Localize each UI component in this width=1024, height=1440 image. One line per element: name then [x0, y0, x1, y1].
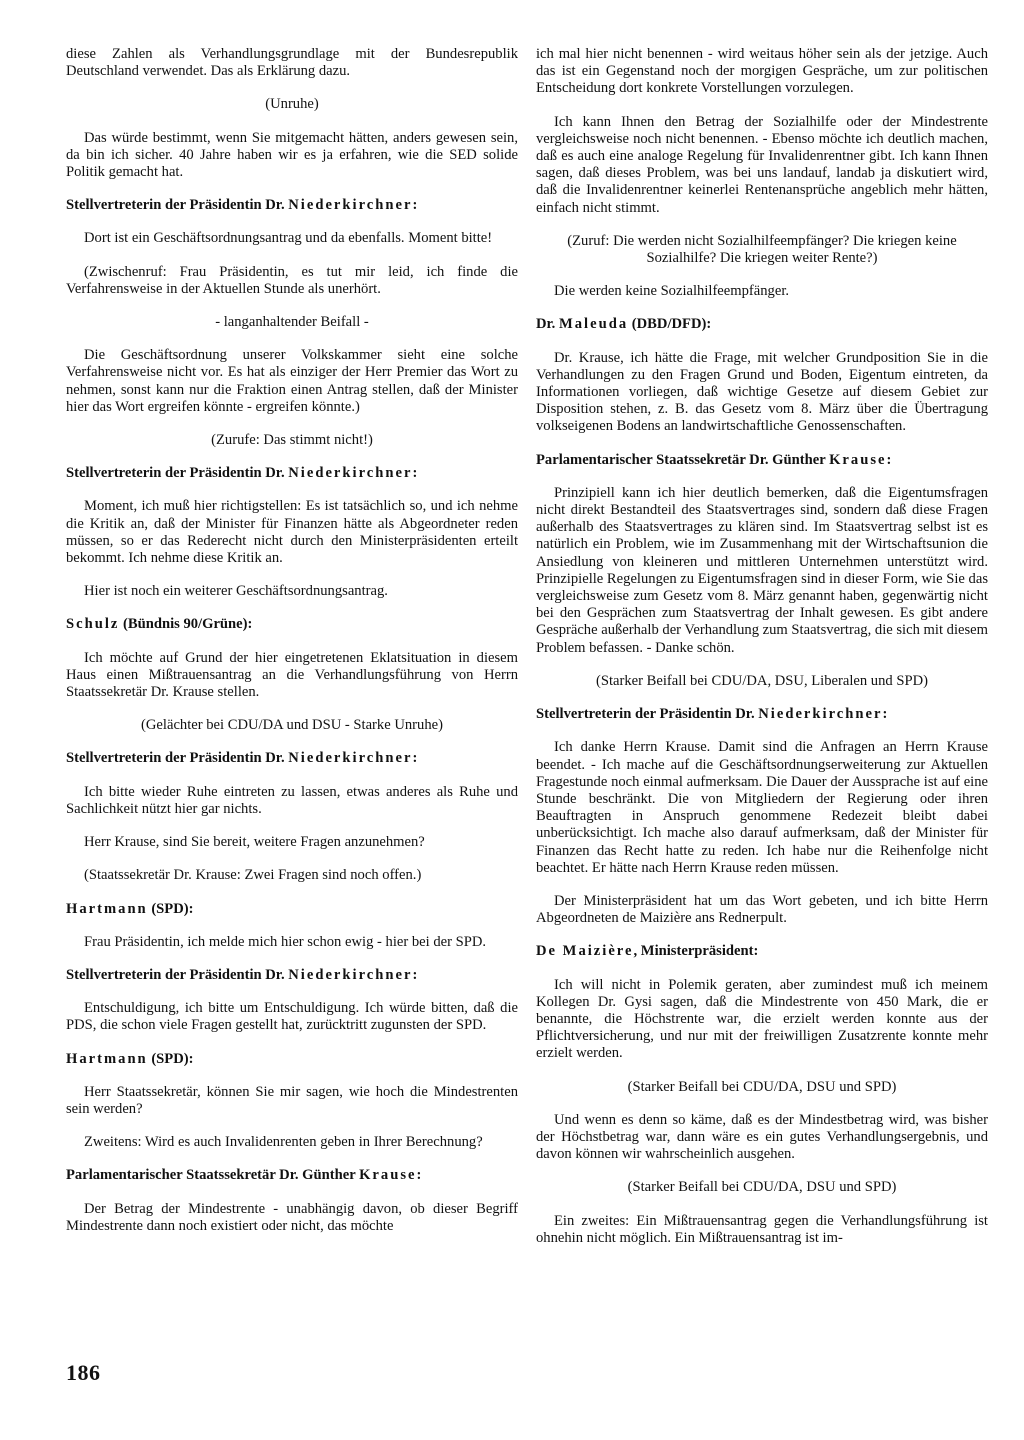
speaker-suffix: (SPD): — [147, 1050, 194, 1067]
speaker-role: Stellvertreterin der Präsidentin Dr. — [66, 750, 285, 767]
speaker-role: Stellvertreterin der Präsidentin Dr. — [66, 197, 285, 214]
speaker-heading — [66, 1051, 518, 1068]
paragraph: Und wenn es denn so käme, daß es der Mindestbetrag wird, was bisher der Höchstbetrag war, dann wäre es ein gutes Verhandlungsergebnis, und davon können wir wahrscheinlich ausgehen. — [536, 1111, 988, 1163]
speaker-suffix: : — [412, 465, 418, 482]
paragraph: Ich kann Ihnen den Betrag der Sozialhilfe oder der Mindestrente vergleichsweise noch nicht benennen. - Ebenso möchte ich deutlich machen, daß es auch eine analoge Regelung für Invalidenrentner gibt. Ich kann Ihnen sagen, daß dieses Problem, was bei uns landauf, landab ja diskutiert wird, daß die Invalidenrentner keinerlei Rentenansprüche angeblich mehr hätten, einfach nicht stimmt. — [536, 113, 988, 216]
speaker-heading — [66, 967, 518, 984]
speaker-name: Hartmann — [66, 1050, 148, 1067]
speaker-suffix: (DBD/DFD): — [628, 316, 712, 333]
speaker-suffix: : — [412, 197, 418, 214]
speaker-suffix: , Ministerpräsident: — [633, 943, 759, 960]
interjection: (Starker Beifall bei CDU/DA, DSU und SPD) — [627, 1078, 897, 1095]
interjection: (Starker Beifall bei CDU/DA, DSU, Liberalen und SPD) — [596, 672, 928, 689]
speaker-suffix: : — [412, 750, 418, 767]
speaker-heading — [536, 943, 988, 960]
speaker-role: Stellvertreterin der Präsidentin Dr. — [66, 465, 285, 482]
speaker-heading — [536, 706, 988, 723]
speaker-role: Dr. — [536, 316, 556, 333]
speaker-suffix: : — [882, 706, 888, 723]
speaker-suffix: : — [412, 966, 418, 983]
paragraph: Zweitens: Wird es auch Invalidenrenten geben in Ihrer Berechnung? — [84, 1134, 483, 1151]
speaker-suffix: (Bündnis 90/Grüne): — [119, 616, 253, 633]
paragraph: Die Geschäftsordnung unserer Volkskammer sieht eine solche Verfahrensweise nicht vor. Es hat als einziger der Herr Premier das Wort zu nehmen, sonst kann nur die Fraktion einen Antrag stellen, daß der Minister hier das Wort ergreifen könnte - ergreifen könnte.) — [66, 347, 518, 415]
speaker-heading — [536, 316, 988, 333]
paragraph: Der Ministerpräsident hat um das Wort gebeten, und ich bitte Herrn Abgeordneten de Maizière ans Rednerpult. — [536, 892, 988, 927]
interjection: (Gelächter bei CDU/DA und DSU - Starke Unruhe) — [141, 717, 443, 734]
interjection: (Unruhe) — [265, 96, 319, 113]
speaker-heading — [536, 452, 988, 469]
speaker-name: Hartmann — [66, 900, 148, 917]
speaker-name: Niederkirchner — [288, 966, 413, 983]
paragraph: Herr Staatssekretär, können Sie mir sagen, wie hoch die Mindestrenten sein werden? — [66, 1083, 518, 1117]
interjection: (Starker Beifall bei CDU/DA, DSU und SPD) — [627, 1179, 897, 1196]
speaker-name: Niederkirchner — [758, 706, 883, 723]
page-number: 186 — [66, 1360, 101, 1385]
speaker-name: Maleuda — [558, 316, 629, 333]
paragraph: Frau Präsidentin, ich melde mich hier schon ewig - hier bei der SPD. — [84, 933, 487, 950]
speaker-role: Parlamentarischer Staatssekretär Dr. Günther — [66, 1167, 356, 1184]
paragraph: Herr Krause, sind Sie bereit, weitere Fragen anzunehmen? — [84, 834, 425, 851]
paragraph-continued: diese Zahlen als Verhandlungsgrundlage mit der Bundesrepublik Deutschland verwendet. Das als Erklärung dazu. — [66, 46, 518, 80]
speaker-name: Krause — [829, 451, 887, 468]
speaker-name: Schulz — [66, 616, 120, 633]
paragraph: Dr. Krause, ich hätte die Frage, mit welcher Grundposition Sie in die Verhandlungen zu den Fragen Grund und Boden, Eigentum eintreten, da Informationen vorliegen, daß wichtige Gesetze auf diesem Gebiet zur Disposition stehen, z. B. das Gesetz vom 8. März über die Übertragung volkseigenen Bodens an landwirtschaftliche Genossenschaften. — [536, 349, 988, 435]
paragraph: (Staatssekretär Dr. Krause: Zwei Fragen sind noch offen.) — [84, 867, 422, 884]
speaker-name: Niederkirchner — [288, 197, 413, 214]
interjection: - langanhaltender Beifall - — [215, 314, 369, 331]
speaker-role: Parlamentarischer Staatssekretär Dr. Günther — [536, 451, 826, 468]
speaker-name: De Maizière — [536, 943, 634, 960]
paragraph: Ich möchte auf Grund der hier eingetretenen Eklatsituation in diesem Haus einen Mißtrauensantrag an die Verhandlungsführung von Herrn Staatssekretär Dr. Krause stellen. — [66, 649, 518, 701]
speaker-name: Krause — [359, 1167, 417, 1184]
speaker-suffix: : — [886, 451, 892, 468]
speaker-heading — [66, 901, 518, 918]
speaker-suffix: (SPD): — [147, 900, 194, 917]
paragraph: Ein zweites: Ein Mißtrauensantrag gegen die Verhandlungsführung ist ohnehin nicht möglich. Ein Mißtrauensantrag ist im- — [536, 1212, 988, 1246]
speaker-heading — [66, 197, 518, 214]
paragraph: Moment, ich muß hier richtigstellen: Es ist tatsächlich so, und ich nehme die Kritik an, daß der Minister für Finanzen hätte als Abgeordneter reden müssen, so er das Rederecht nicht durch den Ministerpräsidenten erteilt bekommt. Ich nehme diese Kritik an. — [66, 498, 518, 567]
left-column — [66, 46, 518, 1251]
paragraph-continued: ich mal hier nicht benennen - wird weitaus höher sein als der jetzige. Auch das ist ein Gegenstand noch der morgigen Gespräche, um zur politischen Entscheidung dort konkrete Vorstellungen vorzulegen. — [536, 46, 988, 97]
paragraph: Hier ist noch ein weiterer Geschäftsordnungsantrag. — [84, 583, 388, 600]
speaker-heading — [66, 465, 518, 482]
paragraph: Das würde bestimmt, wenn Sie mitgemacht hätten, anders gewesen sein, da bin ich sicher. 40 Jahre haben wir es ja erfahren, wie die SED solide Politik gemacht hat. — [66, 129, 518, 181]
speaker-name: Niederkirchner — [288, 465, 413, 482]
speaker-heading — [66, 1167, 518, 1184]
paragraph: Ich will nicht in Polemik geraten, aber zumindest muß ich meinem Kollegen Dr. Gysi sagen, daß die Mindestrente von 450 Mark, die er benannte, die Höchstrente war, die erzielt werden konnte aus der Pflichtversicherung, und nur mit der freiwilligen Zusatzrente konnte mehr erzielt werden. — [536, 976, 988, 1062]
paragraph: Ich bitte wieder Ruhe eintreten zu lassen, etwas anderes als Ruhe und Sachlichkeit nützt hier gar nichts. — [66, 783, 518, 817]
paragraph: Der Betrag der Mindestrente - unabhängig davon, ob dieser Begriff Mindestrente dann noch existiert oder nicht, das möchte — [66, 1200, 518, 1234]
speaker-heading — [66, 616, 518, 633]
speaker-suffix: : — [416, 1167, 422, 1184]
speaker-role: Stellvertreterin der Präsidentin Dr. — [66, 966, 285, 983]
speaker-name: Niederkirchner — [288, 750, 413, 767]
interjection: (Zuruf: Die werden nicht Sozialhilfeempfänger? Die kriegen keine Sozialhilfe? Die kriegen weiter Rente?) — [567, 232, 957, 267]
paragraph: Ich danke Herrn Krause. Damit sind die Anfragen an Herrn Krause beendet. - Ich mache auf die Geschäftsordnungserweiterung zur Aktuellen Fragestunde noch einmal aufmerksam. Die Dauer der Aussprache ist auf eine Stunde beschränkt. Die von Mitgliedern der Regierung oder ihren Beauftragten in Anspruch genommene Redezeit bleibt dabei unberücksichtigt. Ich mache also darauf aufmerksam, daß der Minister für Finanzen das Recht hatte zu reden. Ich habe nur die Reihenfolge nicht beachtet. Er hätte nach Herrn Krause reden müssen. — [536, 739, 988, 876]
paragraph: (Zwischenruf: Frau Präsidentin, es tut mir leid, ich finde die Verfahrensweise in der Aktuellen Stunde als unerhört. — [66, 263, 518, 297]
speaker-heading — [66, 750, 518, 767]
right-column — [536, 46, 988, 1263]
interjection: (Zurufe: Das stimmt nicht!) — [211, 432, 373, 449]
paragraph: Prinzipiell kann ich hier deutlich bemerken, daß die Eigentumsfragen nicht direkt Bestandteil des Staatsvertrages sind, sondern daß diese Fragen außerhalb des Staatsvertrages zu klären sind. Im Staatsvertrag selbst ist es natürlich ein Problem, wie im Zusammenhang mit der Wirtschaftsunion die Ansiedlung von kleineren und mittleren Unternehmen unterstützt wird. Prinzipielle Regelungen zu Eigentumsfragen sind in dieser Form, wie Sie das vergleichsweise zum Gesetz vom 8. März genannt haben, gegenwärtig nicht bei den Gesprächen zum Staatsvertrag der Inhalt gewesen. Es gibt andere Gespräche außerhalb der Verhandlung zum Staatsvertrag, die sich mit diesem Problem befassen. - Danke schön. — [536, 484, 988, 656]
speaker-role: Stellvertreterin der Präsidentin Dr. — [536, 706, 755, 723]
paragraph: Die werden keine Sozialhilfeempfänger. — [554, 283, 790, 300]
paragraph: Dort ist ein Geschäftsordnungsantrag und da ebenfalls. Moment bitte! — [84, 230, 493, 247]
paragraph: Entschuldigung, ich bitte um Entschuldigung. Ich würde bitten, daß die PDS, die schon viele Fragen gestellt hat, zurücktritt zugunsten der SPD. — [66, 1000, 518, 1034]
